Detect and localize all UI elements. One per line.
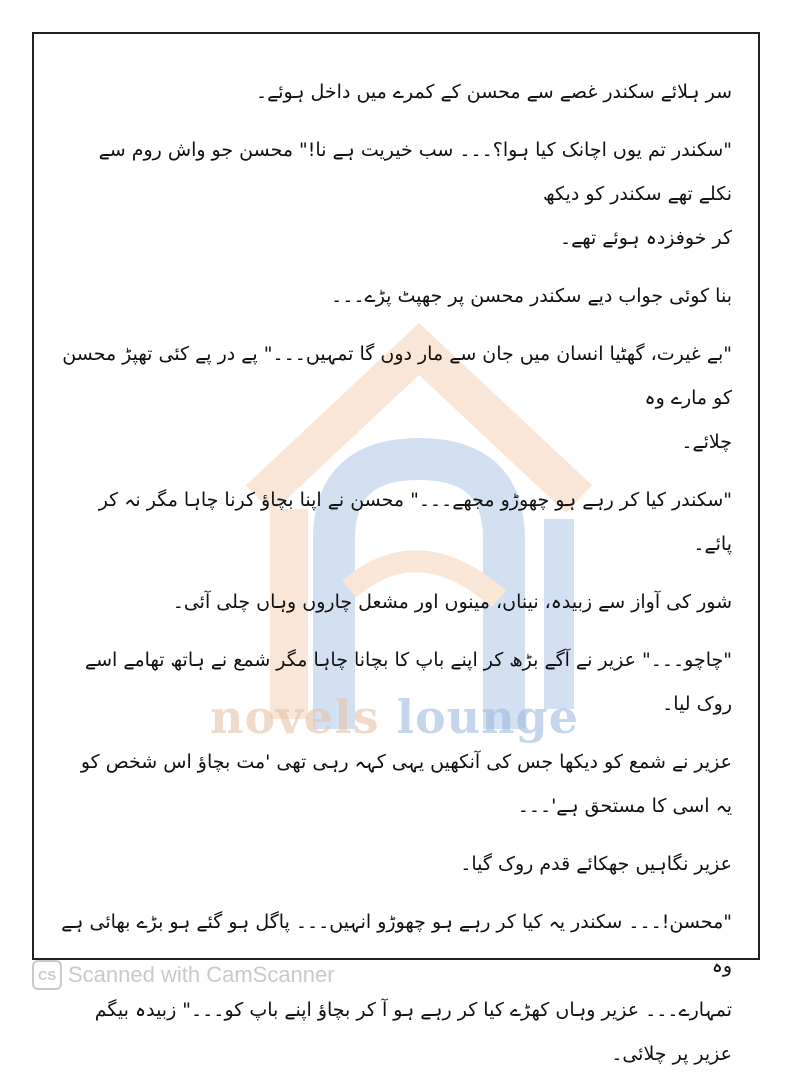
watermark-word-novels: novels bbox=[210, 690, 380, 744]
watermark-word-lounge: lounge bbox=[396, 690, 579, 744]
text-line: "چاچو۔۔۔" عزیر نے آگے بڑھ کر اپنے باپ کا بچانا چاہا مگر شمع نے ہاتھ تھامے اسے روک لیا۔ bbox=[84, 649, 732, 715]
text-line: عزیر نگاہیں جھکائے قدم روک گیا۔ bbox=[460, 853, 732, 875]
text-line: چلائے۔ bbox=[681, 431, 732, 453]
text-line: "بے غیرت، گھٹیا انسان میں جان سے مار دوں گا تمہیں۔۔۔" پے در پے کئی تھپڑ محسن کو مارے وہ bbox=[62, 343, 732, 409]
camscanner-text: Scanned with CamScanner bbox=[68, 962, 335, 987]
camscanner-footer bbox=[32, 960, 335, 990]
camscanner-logo-icon: CS bbox=[32, 960, 62, 990]
text-line: شور کی آواز سے زبیدہ، نیناں، مینوں اور مشعل چاروں وہاں چلی آئی۔ bbox=[172, 591, 732, 613]
text-line: "سکندر کیا کر رہے ہو چھوڑو مجھے۔۔۔" محسن نے اپنا بچاؤ کرنا چاہا مگر نہ کر پائے۔ bbox=[98, 489, 732, 555]
text-line: عزیر نے شمع کو دیکھا جس کی آنکھیں یہی کہہ رہی تھی 'مت بچاؤ اس شخص کو یہ اسی کا مستحق ہے'۔۔۔ bbox=[80, 751, 732, 817]
text-line: "محسن!۔۔۔ سکندر یہ کیا کر رہے ہو چھوڑو انہیں۔۔۔ پاگل ہو گئے ہو بڑے بھائی ہے وہ bbox=[61, 911, 732, 977]
text-line: بنا کوئی جواب دیے سکندر محسن پر جھپٹ پڑے۔۔۔ bbox=[331, 285, 732, 307]
text-line: کر خوفزدہ ہوئے تھے۔ bbox=[559, 227, 732, 249]
text-line: تمہارے۔۔۔ عزیر وہاں کھڑے کیا کر رہے ہو آ کر بچاؤ اپنے باپ کو۔۔۔" زبیدہ بیگم عزیر پر چلائی۔ bbox=[94, 999, 732, 1065]
text-line: سر ہلائے سکندر غصے سے محسن کے کمرے میں داخل ہوئے۔ bbox=[255, 81, 732, 103]
text-line: "سکندر تم یوں اچانک کیا ہوا؟۔۔۔ سب خیریت ہے نا!" محسن جو واش روم سے نکلے تھے سکندر کو دیکھ bbox=[98, 139, 732, 205]
urdu-text-body bbox=[60, 70, 732, 1076]
